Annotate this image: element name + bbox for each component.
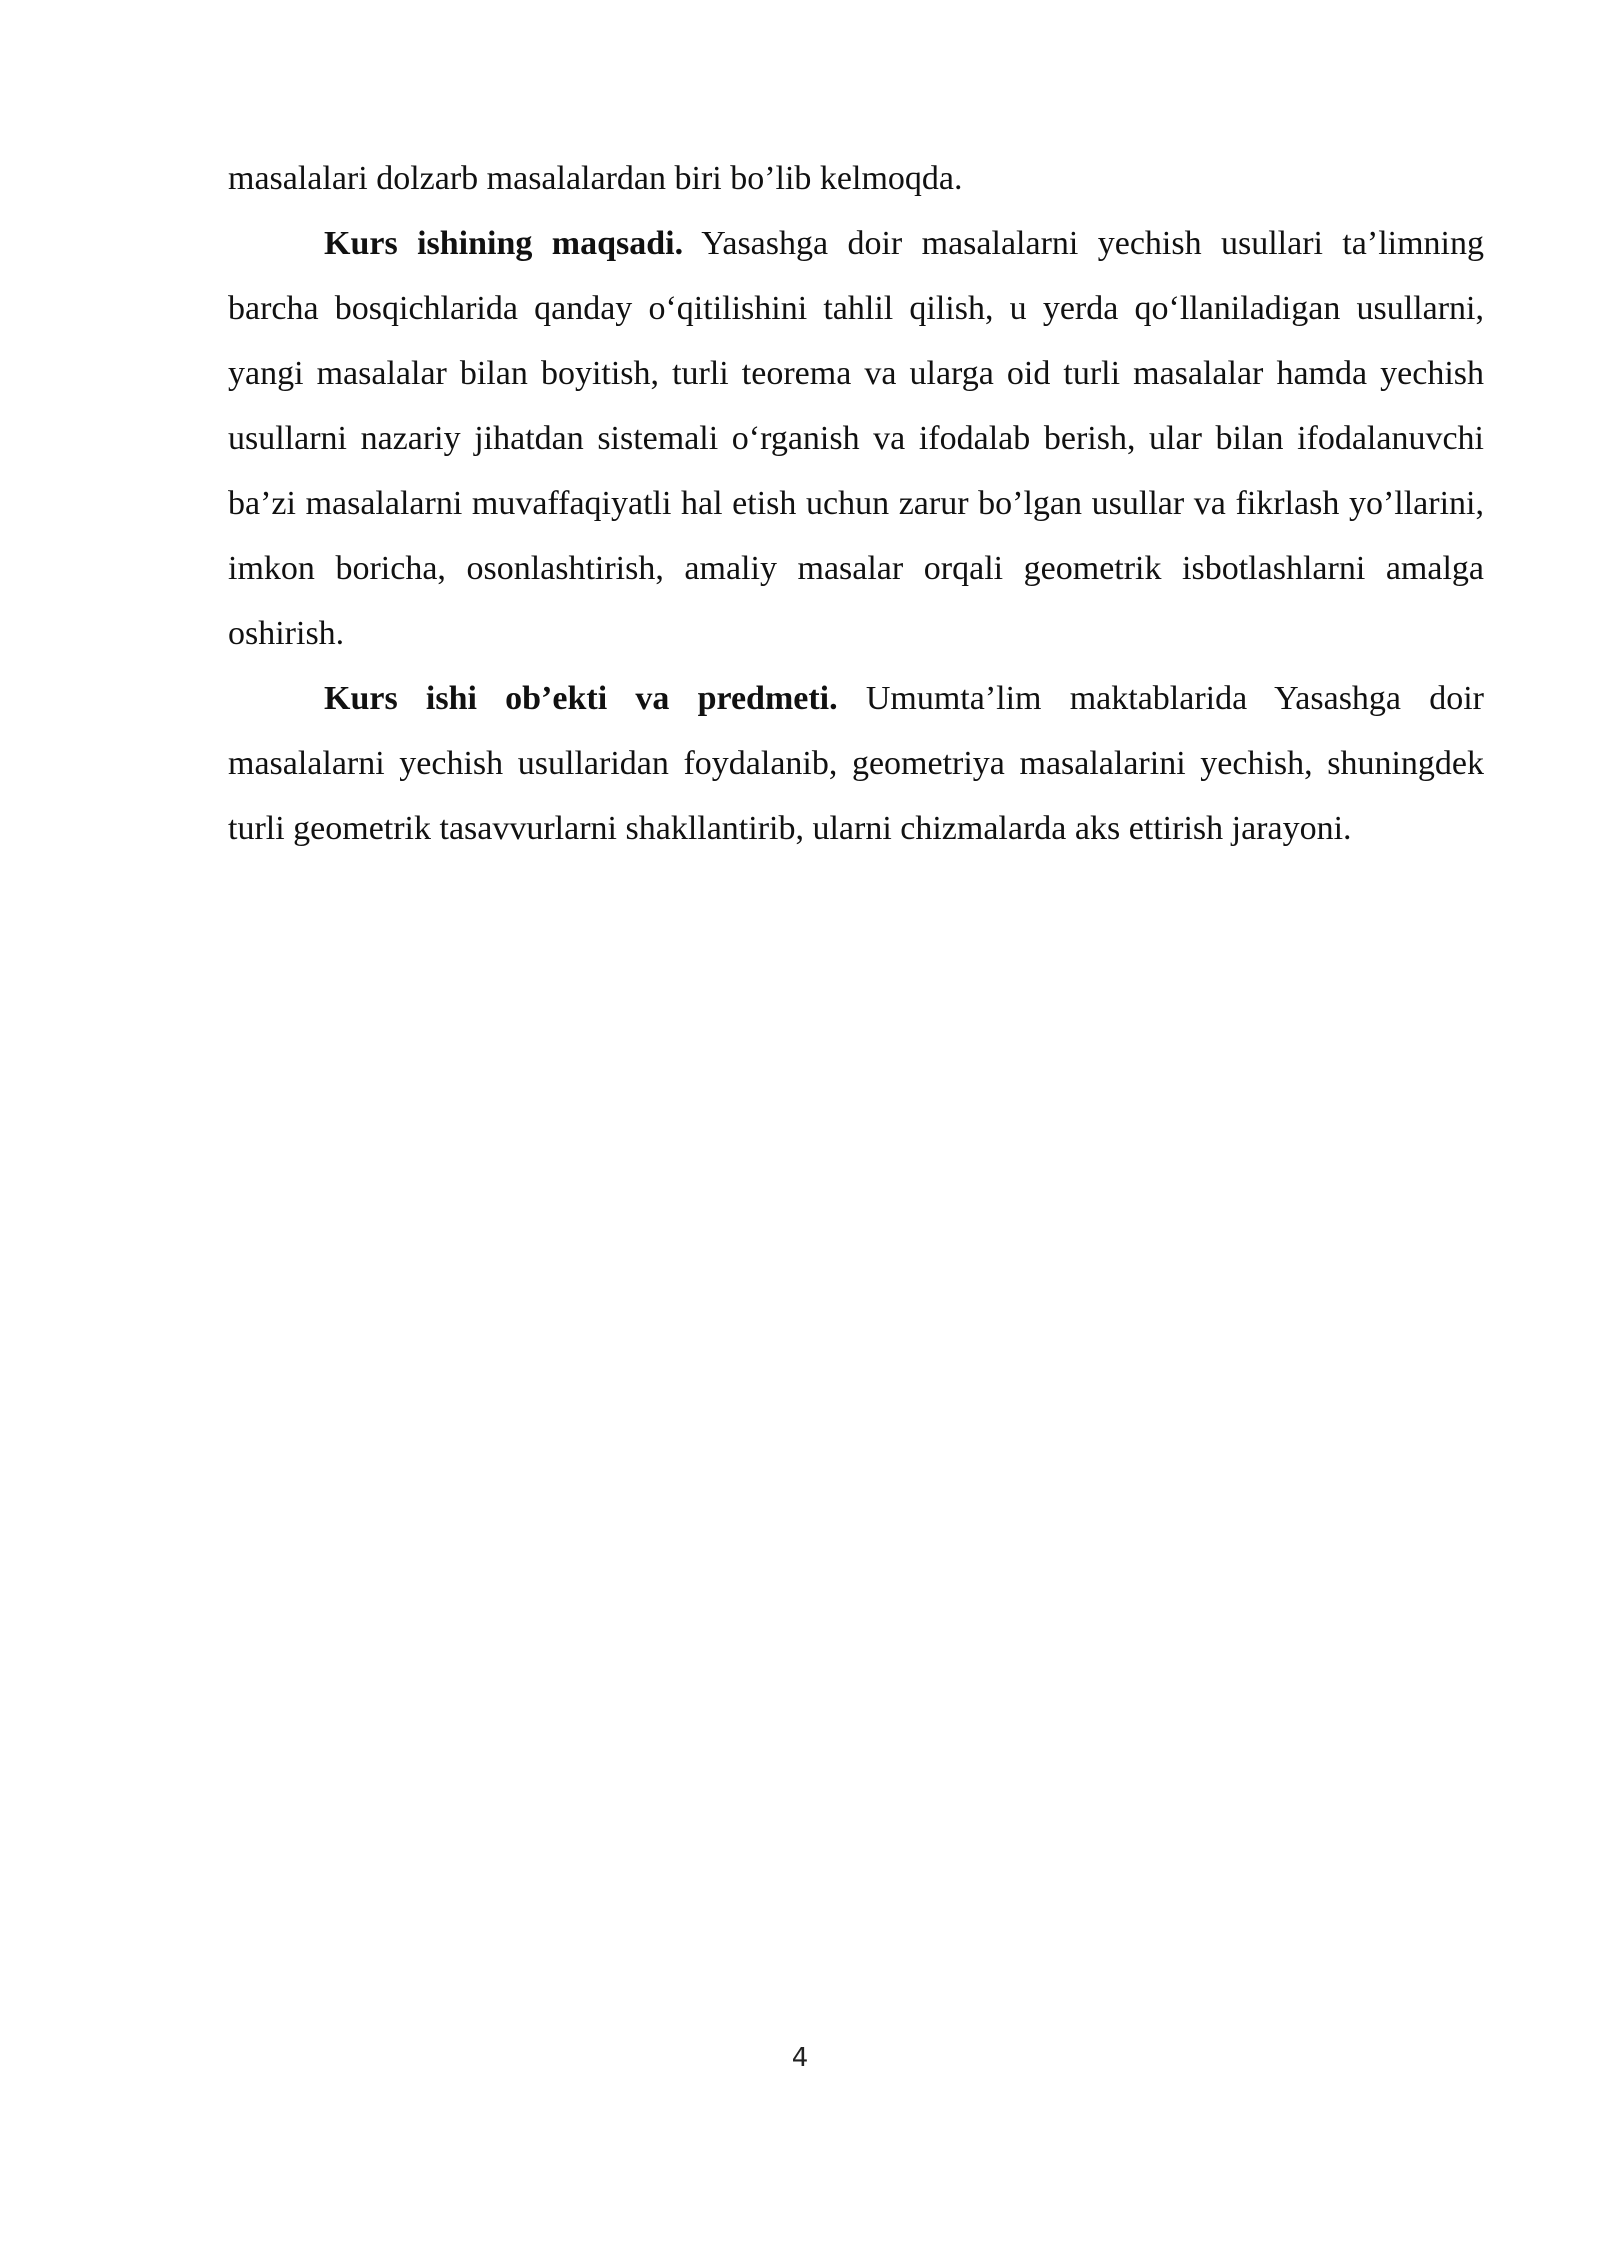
section-heading-object: Kurs ishi ob’ekti va predmeti.	[324, 680, 838, 717]
section-heading-goal: Kurs ishining maqsadi.	[324, 225, 684, 262]
paragraph-goal	[228, 211, 1484, 666]
paragraph-text: masalalari dolzarb masalalardan biri bo’lib kelmoqda.	[228, 160, 963, 197]
paragraph-continuation	[228, 146, 1484, 211]
paragraph-text: Yasashga doir masalalarni yechish usullari ta’limning barcha bosqichlarida qanday o‘qitilishini tahlil qilish, u yerda qo‘llaniladigan usullarni, yangi masalalar bilan boyitish, turli teorema va ularga oid turli masalalar hamda yechish usullarni nazariy jihatdan sistemali o‘rganish va ifodalab berish, ular bilan ifodalanuvchi ba’zi masalalarni muvaffaqiyatli hal etish uchun zarur bo’lgan usullar va fikrlash yo’llarini, imkon boricha, osonlashtirish, amaliy masalar orqali geometrik isbotlashlarni amalga oshirish.	[228, 225, 1484, 652]
paragraph-object	[228, 666, 1484, 861]
page-number: 4	[791, 2043, 809, 2073]
body-text	[228, 146, 1484, 861]
paragraph-text: Umumta’lim maktablarida Yasashga doir masalalarni yechish usullaridan foydalanib, geometriya masalalarini yechish, shuningdek turli geometrik tasavvurlarni shakllantirib, ularni chizmalarda aks ettirish jarayoni.	[228, 680, 1484, 847]
